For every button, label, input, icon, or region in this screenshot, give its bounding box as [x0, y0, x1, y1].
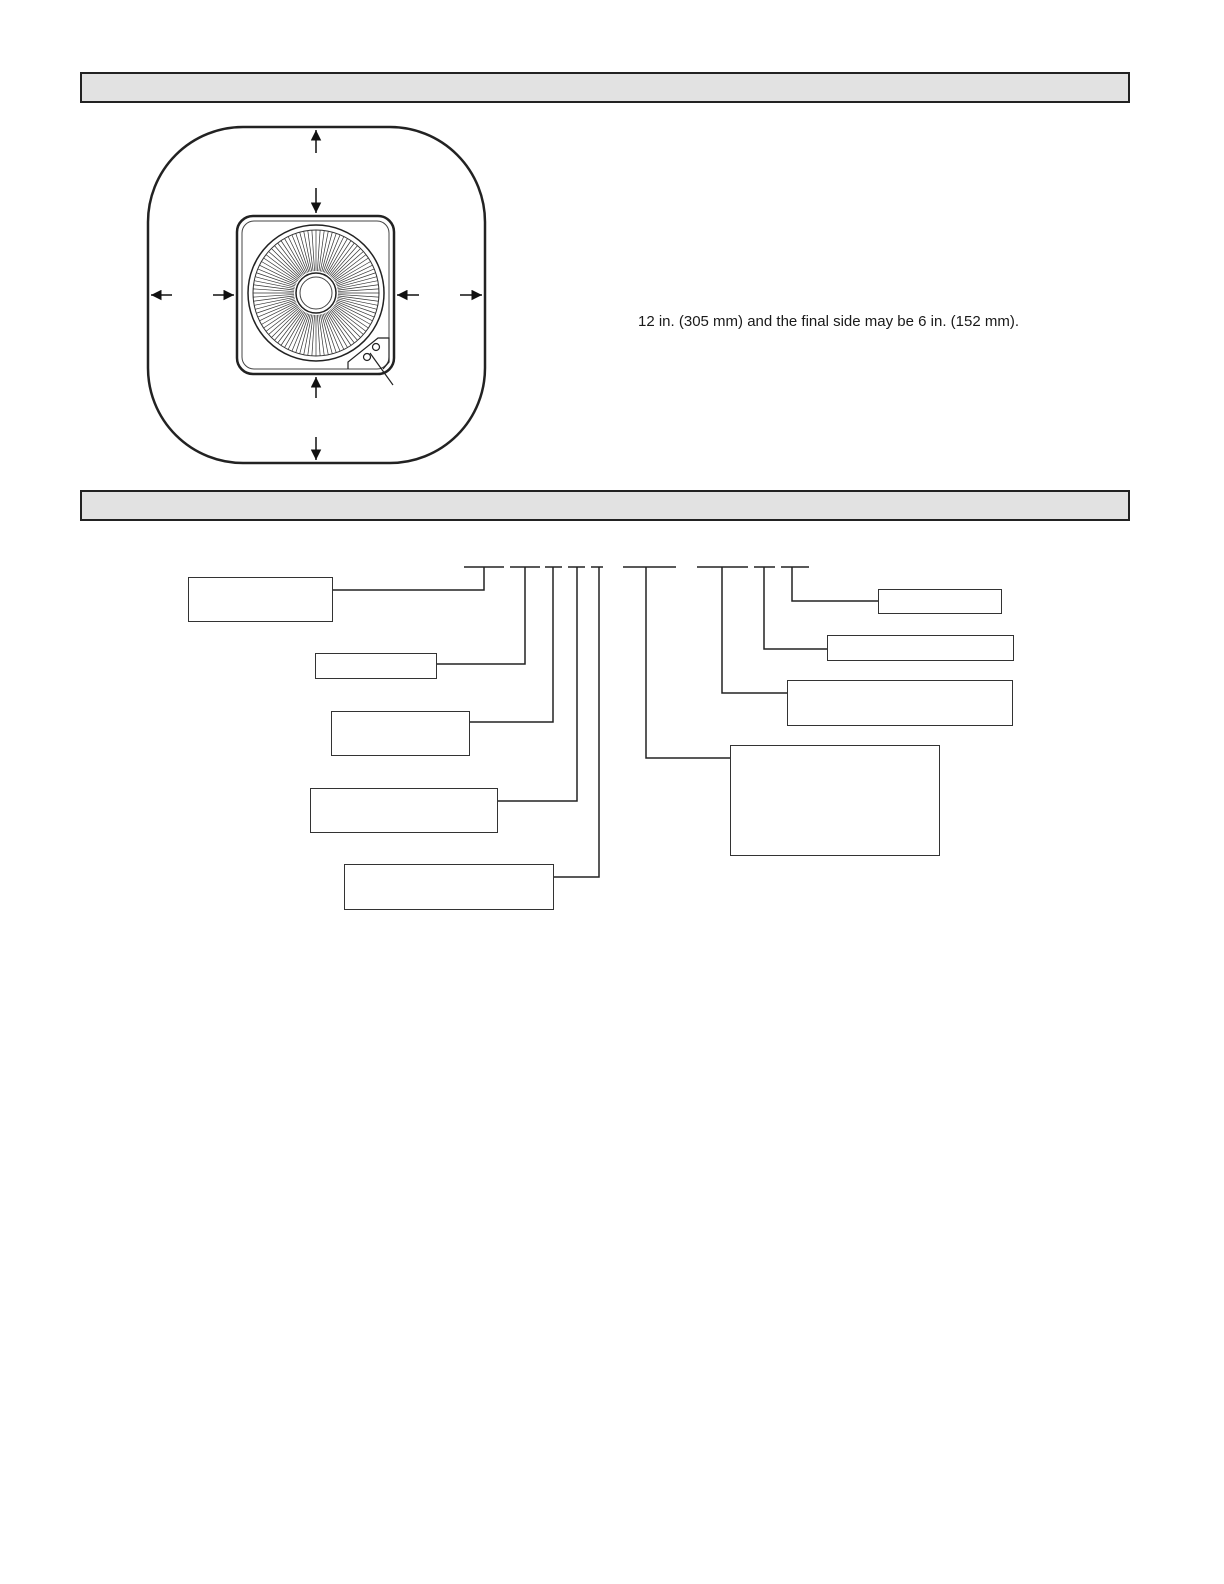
leader-line	[498, 567, 577, 801]
fan-grille-spoke	[296, 233, 309, 272]
fan-grille-spoke	[256, 300, 295, 313]
model-field-box	[188, 577, 333, 622]
model-field-box	[730, 745, 940, 856]
model-field-box	[331, 711, 470, 756]
fan-grille-spoke	[256, 273, 295, 286]
model-field-box	[344, 864, 554, 910]
model-number-section-header	[80, 490, 1130, 521]
fan-grille-spoke	[323, 314, 336, 353]
service-valve	[364, 354, 371, 361]
leader-line	[722, 567, 787, 693]
leader-line	[764, 567, 827, 649]
leader-line	[792, 567, 878, 601]
leader-line	[333, 567, 484, 590]
fan-grille-spoke	[323, 233, 336, 272]
fan-grille-spoke	[337, 273, 376, 286]
model-field-box	[315, 653, 437, 679]
fan-grille-spoke	[337, 300, 376, 313]
leader-line	[437, 567, 525, 664]
leader-line	[646, 567, 730, 758]
model-field-box	[827, 635, 1014, 661]
fan-motor-hub	[296, 273, 336, 313]
service-valve	[373, 344, 380, 351]
fan-grille-spoke	[296, 314, 309, 353]
clearance-note: 12 in. (305 mm) and the final side may be 6 in. (152 mm).	[638, 313, 1020, 330]
model-field-box	[878, 589, 1002, 614]
model-field-box	[787, 680, 1013, 726]
model-field-box	[310, 788, 498, 833]
